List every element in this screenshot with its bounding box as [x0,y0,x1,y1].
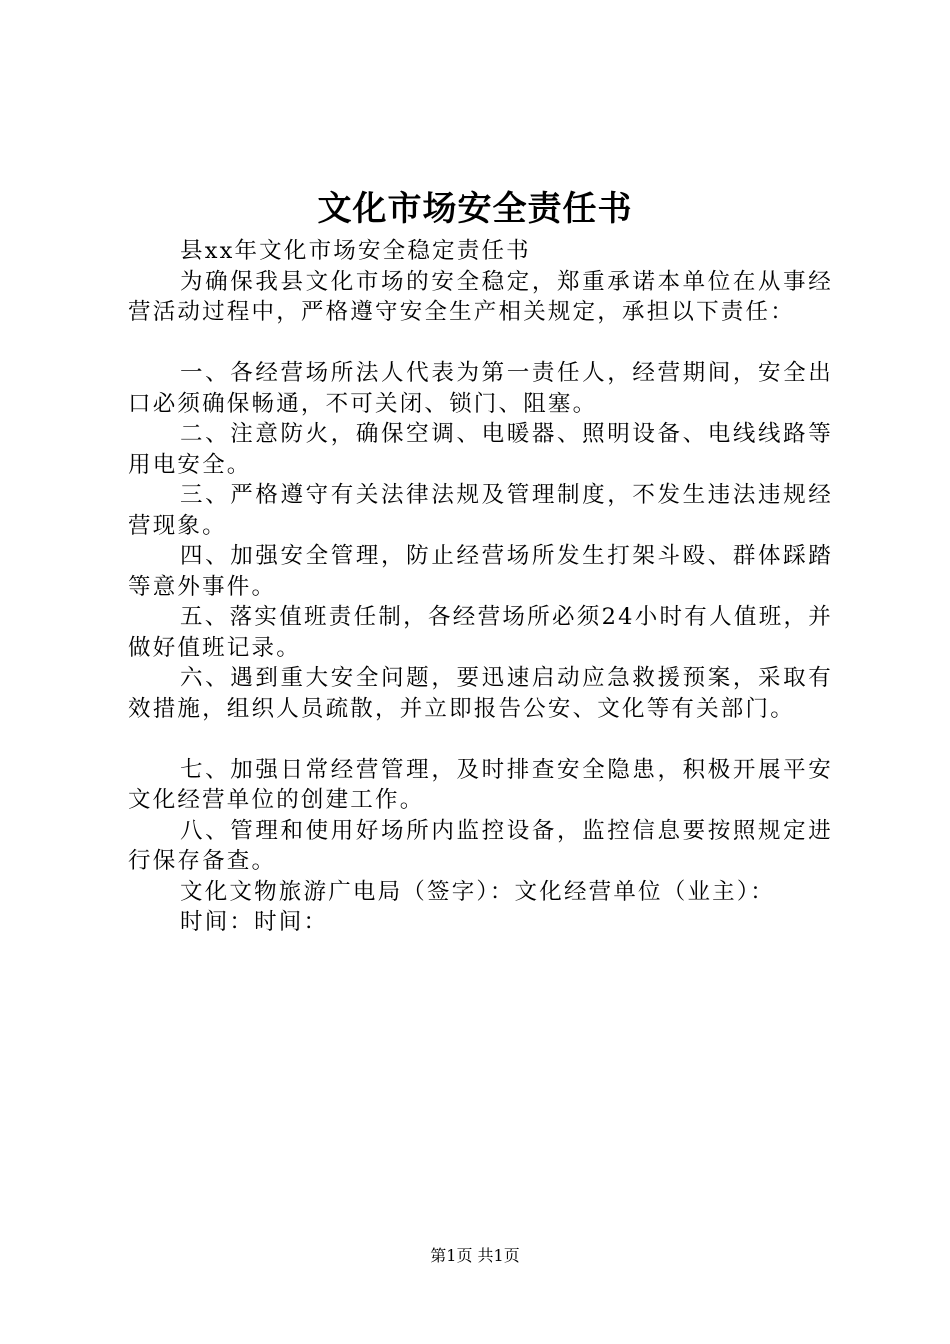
page-number: 第1页 共1页 [430,1246,520,1265]
clause-4: 四、加强安全管理，防止经营场所发生打架斗殴、群体踩踏等意外事件。 [128,543,833,600]
clause-5: 五、落实值班责任制，各经营场所必须24小时有人值班，并做好值班记录。 [128,604,833,661]
document-title: 文化市场安全责任书 [317,189,633,229]
clause-7: 七、加强日常经营管理，及时排查安全隐患，积极开展平安文化经营单位的创建工作。 [128,756,833,813]
clause-8: 八、管理和使用好场所内监控设备，监控信息要按照规定进行保存备查。 [128,817,833,874]
document-body [128,236,833,938]
date-line: 时间：时间： [180,909,329,935]
clause-6: 六、遇到重大安全问题，要迅速启动应急救援预案，采取有效措施，组织人员疏散，并立即报告公安、文化等有关部门。 [128,665,833,722]
signature-line: 文化文物旅游广电局（签字）：文化经营单位（业主）： [180,878,776,905]
subtitle-line: 县xx年文化市场安全稳定责任书 [180,238,531,264]
clause-3: 三、严格遵守有关法律法规及管理制度，不发生违法违规经营现象。 [128,482,833,539]
intro-paragraph: 为确保我县文化市场的安全稳定，郑重承诺本单位在从事经营活动过程中，严格遵守安全生产相关规定，承担以下责任： [128,268,833,325]
clause-1: 一、各经营场所法人代表为第一责任人，经营期间，安全出口必须确保畅通，不可关闭、锁门、阻塞。 [128,360,833,417]
clause-2: 二、注意防火，确保空调、电暖器、照明设备、电线线路等用电安全。 [128,421,833,478]
